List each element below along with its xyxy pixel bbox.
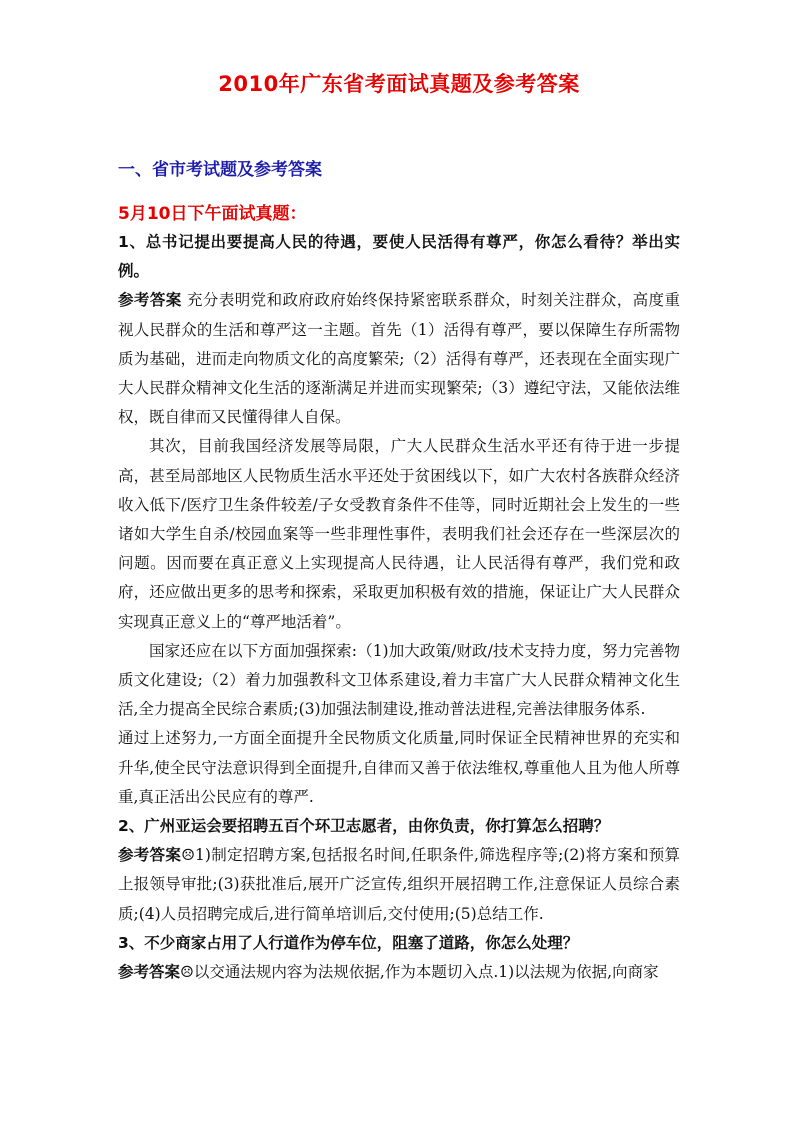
answer-3-paragraph [118, 958, 680, 987]
document-body [118, 228, 680, 987]
answer-label: 参考答案 [118, 291, 182, 310]
answer-1-paragraph-3: 国家还应在以下方面加强探索:（1)加大政策/财政/技术支持力度，努力完善物质文化建设;（2）着力加强教科文卫体系建设,着力丰富广大人民群众精神文化生活,全力提高全民综合素质;(3)加强法制建设,推动普法进程,完善法律服务体系. [118, 641, 680, 719]
answer-1-text: 充分表明党和政府政府始终保持紧密联系群众，时刻关注群众，高度重视人民群众的生活和尊严这一主题。首先（1）活得有尊严，要以保障生存所需物质为基础，进而走向物质文化的高度繁荣;（2）活得有尊严，还表现在全面实现广大人民群众精神文化生活的逐渐满足并进而实现繁荣;（3）遵纪守法，又能依法维权，既自律而又民懂得律人自保。 [118, 291, 680, 427]
answer-1-paragraph-2: 其次，目前我国经济发展等局限，广大人民群众生活水平还有待于进一步提高，甚至局部地区人民物质生活水平还处于贫困线以下，如广大农村各族群众经济收入低下/医疗卫生条件较差/子女受教育条件不佳等，同时近期社会上发生的一些诸如大学生自杀/校园血案等一些非理性事件，表明我们社会还存在一些深层次的问题。因而要在真正意义上实现提高人民待遇，让人民活得有尊严，我们党和政府，还应做出更多的思考和探索，采取更加积极有效的措施，保证让广大人民群众实现真正意义上的“尊严地活着”。 [118, 437, 680, 631]
section-heading: 一、省市考试题及参考答案 [118, 160, 322, 180]
question-3: 3、不少商家占用了人行道作为停车位，阻塞了道路，你怎么处理？ [118, 933, 579, 952]
answer-1-paragraph-4: 通过上述努力,一方面全面提升全民物质文化质量,同时保证全民精神世界的充实和升华,使全民守法意识得到全面提升,自律而又善于依法维权,尊重他人且为他人所尊重,真正活出公民应有的尊严. [118, 729, 680, 806]
document-title: 2010年广东省考面试真题及参考答案 [218, 72, 580, 96]
answer-2-paragraph [118, 841, 680, 929]
subsection-heading: 5月10日下午面试真题： [118, 204, 307, 224]
answer-2-text: ☹1)制定招聘方案,包括报名时间,任职条件,筛选程序等;(2)将方案和预算上报领导审批;(3)获批准后,展开广泛宣传,组织开展招聘工作,注意保证人员综合素质;(4)人员招聘完成后,进行简单培训后,交付使用;(5)总结工作. [118, 846, 680, 923]
answer-label: 参考答案 [118, 846, 182, 865]
question-1: 1、总书记提出要提高人民的待遇，要使人民活得有尊严，你怎么看待？举出实例。 [118, 233, 680, 281]
answer-1-paragraph-1 [118, 286, 680, 432]
answer-3-text: ☹以交通法规内容为法规依据,作为本题切入点.1)以法规为依据,向商家 [180, 963, 659, 982]
question-2: 2、广州亚运会要招聘五百个环卫志愿者，由你负责，你打算怎么招聘？ [118, 817, 610, 836]
answer-label: 参考答案 [118, 963, 181, 982]
